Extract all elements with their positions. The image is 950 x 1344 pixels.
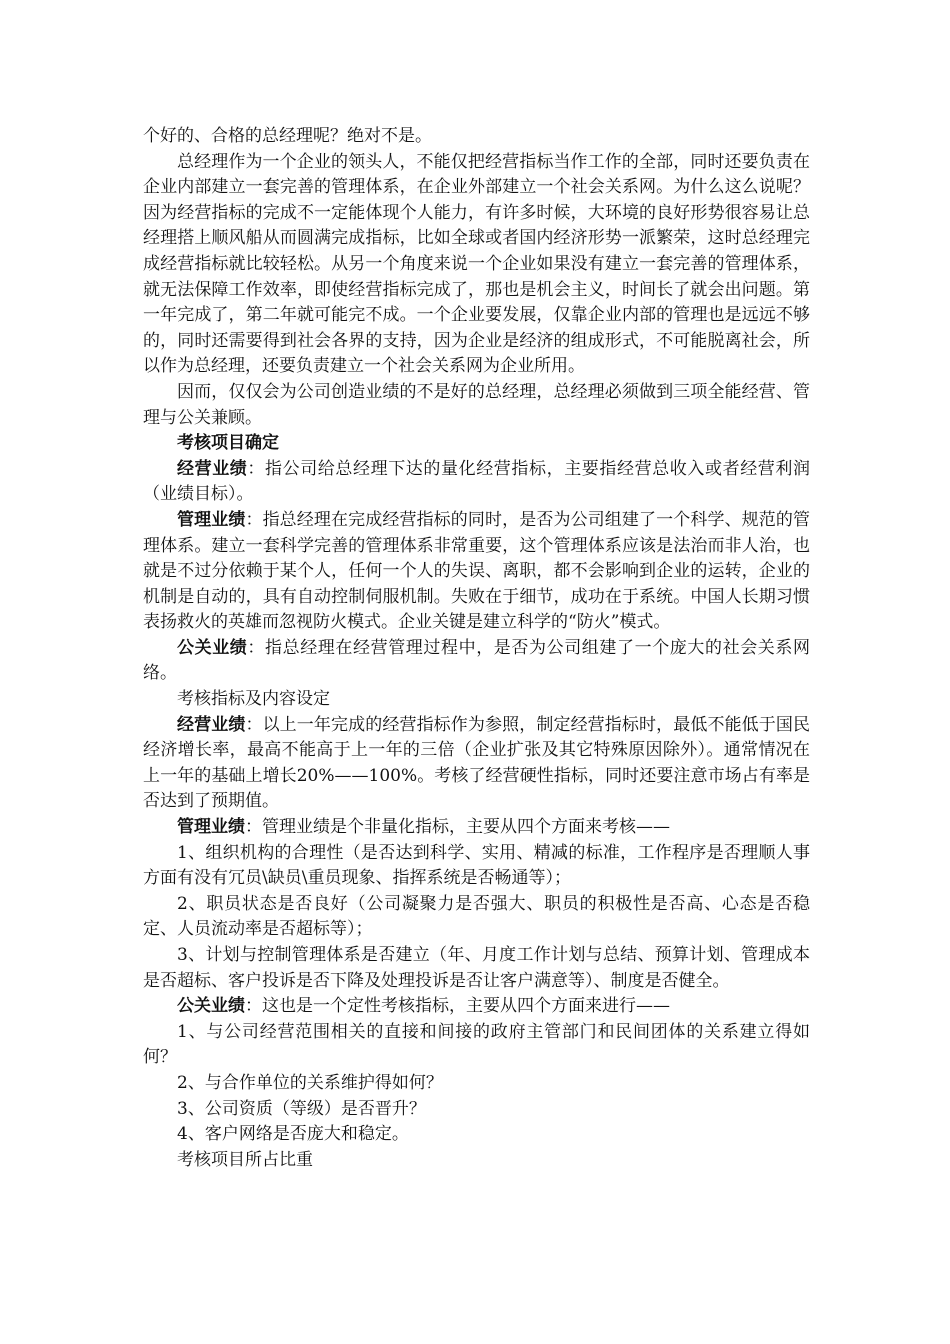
list-item-text: 4、客户网络是否庞大和稳定。 [177,1124,409,1145]
list-item-text: 2、职员状态是否良好（公司凝聚力是否强大、职员的积极性是否高、心态是否稳定、人员流动率是否超标等）； [143,893,810,940]
list-item-text: 1、组织机构的合理性（是否达到科学、实用、精减的标准，工作程序是否理顺人事方面有没有冗员\缺员\重员现象、指挥系统是否畅通等）； [143,842,810,889]
list-item [143,1097,810,1123]
paragraph [143,124,810,150]
document-body [143,124,810,1173]
list-item-text: 3、计划与控制管理体系是否建立（年、月度工作计划与总结、预算计划、管理成本是否超标、客户投诉是否下降及处理投诉是否让客户满意等）、制度是否健全。 [143,945,810,991]
paragraph-text: ：管理业绩是个非量化指标，主要从四个方面来考核—— [245,817,670,838]
list-item [143,1071,810,1097]
bold-lead: 管理业绩 [177,509,246,530]
list-item [143,892,810,943]
bold-lead: 公关业绩 [177,996,245,1017]
list-item-text: 3、公司资质（等级）是否晋升？ [177,1098,426,1119]
paragraph-text: 总经理作为一个企业的领头人，不能仅把经营指标当作工作的全部，同时还要负责在企业内部建立一套完善的管理体系，在企业外部建立一个社会关系网。为什么这么说呢？因为经营指标的完成不一定能体现个人能力，有许多时候，大环境的良好形势很容易让总经理搭上顺风船从而圆满完成指标，比如全球或者国内经济形势一派繁荣，这时总经理完成经营指标就比较轻松。从另一个角度来说一个企业如果没有建立一套完善的管理体系，就无法保障工作效率，即使经营指标完成了，那也是机会主义，时间长了就会出问题。第一年完成了，第二年就可能完不成。一个企业要发展，仅靠企业内部的管理也是远远不够的，同时还需要得到社会各界的支持，因为企业是经济的组成形式，不可能脱离社会，所以作为总经理，还要负责建立一个社会关系网为企业所用。 [143,151,810,377]
bold-lead: 经营业绩 [177,458,248,479]
paragraph [143,713,810,815]
paragraph [143,150,810,380]
list-item [143,1122,810,1148]
section-heading-text: 考核指标及内容设定 [177,689,330,710]
paragraph-text: 个好的、合格的总经理呢？绝对不是。 [143,126,432,146]
paragraph [143,508,810,636]
list-item [143,943,810,994]
paragraph-text: 因而，仅仅会为公司创造业绩的不是好的总经理，总经理必须做到三项全能经营、管理与公关兼顾。 [143,381,810,428]
section-heading-text: 考核项目所占比重 [177,1149,313,1170]
paragraph-text: ：指总经理在经营管理过程中，是否为公司组建了一个庞大的社会关系网络。 [143,637,811,684]
list-item-text: 1、与公司经营范围相关的直接和间接的政府主管部门和民间团体的关系建立得如何？ [143,1021,810,1068]
section-heading-text: 考核项目确定 [177,433,279,454]
bold-lead: 管理业绩 [177,817,245,838]
list-item-text: 2、与合作单位的关系维护得如何？ [177,1072,443,1093]
paragraph [143,380,810,431]
section-heading [143,1148,810,1174]
list-item [143,841,810,892]
paragraph-text: ：以上一年完成的经营指标作为参照，制定经营指标时，最低不能低于国民经济增长率，最高不能高于上一年的三倍（企业扩张及其它特殊原因除外）。通常情况在上一年的基础上增长20%——100%。考核了经营硬性指标，同时还要注意市场占有率是否达到了预期值。 [143,714,811,812]
paragraph-text: ：这也是一个定性考核指标，主要从四个方面来进行—— [245,996,670,1017]
section-heading [143,687,810,713]
bold-lead: 公关业绩 [177,637,248,658]
paragraph [143,815,810,841]
paragraph [143,994,810,1020]
paragraph [143,457,810,508]
paragraph-text: ：指总经理在完成经营指标的同时，是否为公司组建了一个科学、规范的管理体系。建立一套科学完善的管理体系非常重要，这个管理体系应该是法治而非人治，也就是不过分依赖于某个人，任何一个人的失误、离职，都不会影响到企业的运转，企业的机制是自动的，具有自动控制伺服机制。失败在于细节，成功在于系统。中国人长期习惯表扬救火的英雄而忽视防火模式。企业关键是建立科学的“防火”模式。 [143,509,811,633]
bold-lead: 经营业绩 [177,714,246,735]
list-item [143,1020,810,1071]
paragraph-text: ：指公司给总经理下达的量化经营指标，主要指经营总收入或者经营利润（业绩目标）。 [143,458,811,505]
section-heading [143,431,810,457]
paragraph [143,636,810,687]
